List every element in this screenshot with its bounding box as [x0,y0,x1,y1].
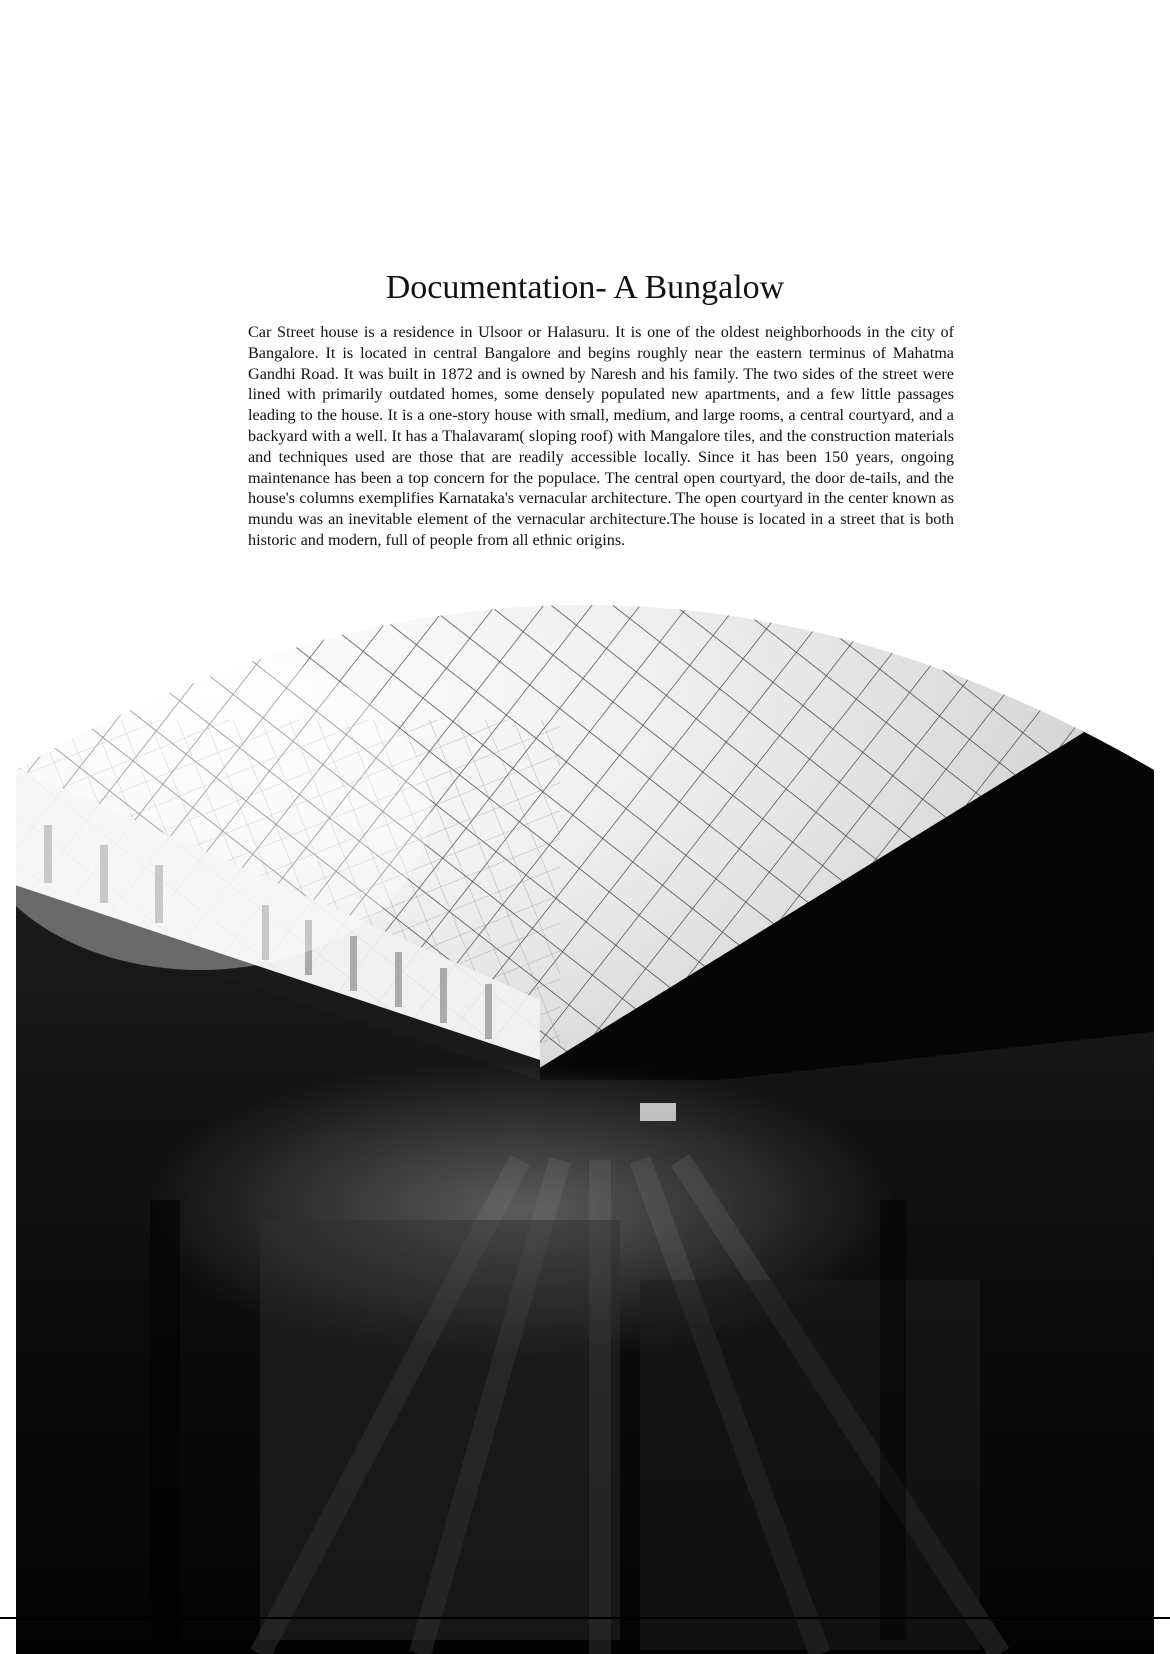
courtyard-photo [0,560,1170,1654]
page-title: Documentation- A Bungalow [385,269,785,306]
body-paragraph: Car Street house is a residence in Ulsoor or Halasuru. It is one of the oldest neighborhoods in the city of Bangalore. It is located in central Bangalore and begins roughly near the eastern terminus of Mahatma Gandhi Road. It was built in 1872 and is owned by Naresh and his family. The two sides of the street were lined with primarily outdated homes, some densely populated new apartments, and a few little passages leading to the house. It is a one-story house with small, medium, and large rooms, a central courtyard, and a backyard with a well. It has a Thalavaram( sloping roof) with Mangalore tiles, and the construction materials and techniques used are those that are readily accessible locally. Since it has been 150 years, ongoing maintenance has been a top concern for the populace. The central open courtyard, the door de-tails, and the house's columns exemplifies Karnataka's vernacular architecture. The open courtyard in the center known as mundu was an inevitable element of the vernacular architecture.The house is located in a street that is both historic and modern, full of people from all ethnic origins. [248,323,954,549]
